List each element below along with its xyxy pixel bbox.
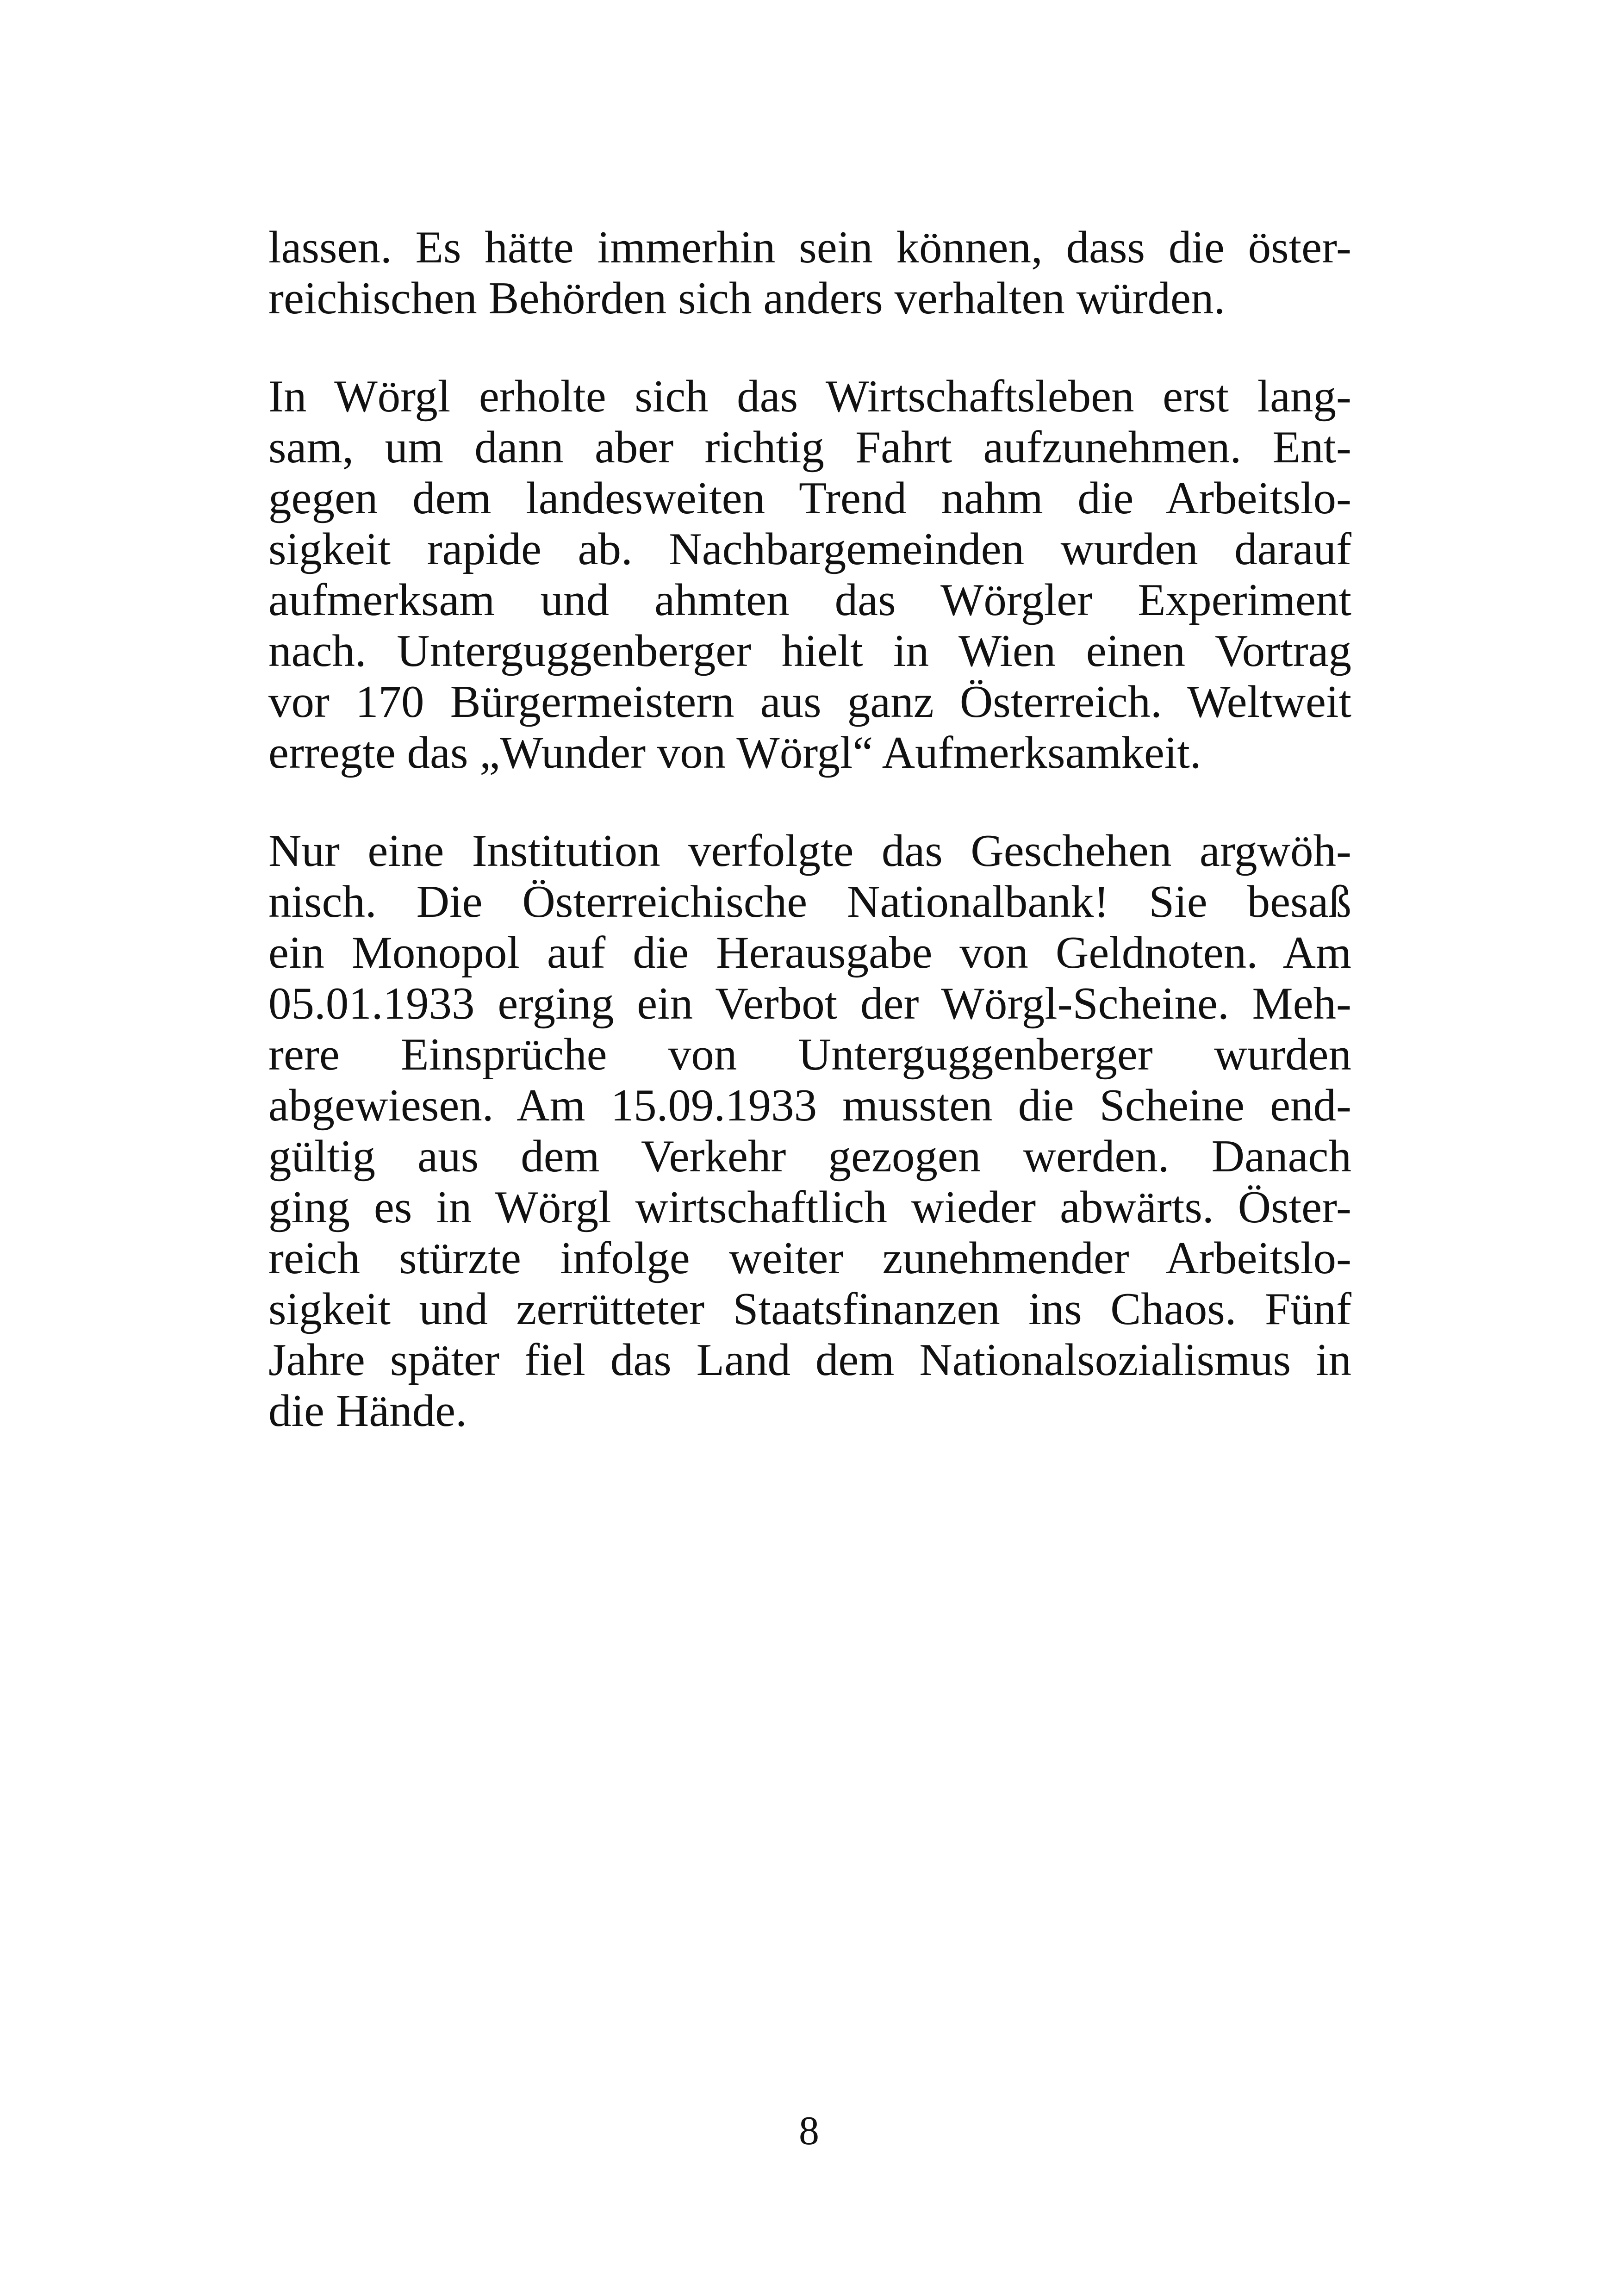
text-line: reich stürzte infolge weiter zunehmender Arbeitslo- (268, 1233, 1351, 1283)
text-line: sigkeit und zerrütteter Staatsfinanzen ins Chaos. Fünf (268, 1284, 1351, 1334)
text-line: nisch. Die Österreichische Nationalbank! Sie besaß (268, 877, 1351, 927)
text-line: rere Einsprüche von Unterguggenberger wurden (268, 1029, 1351, 1080)
paragraph-1 (268, 222, 1351, 324)
text-line: lassen. Es hätte immerhin sein können, dass die öster- (268, 222, 1351, 273)
text-line: vor 170 Bürgermeistern aus ganz Österreich. Weltweit (268, 677, 1351, 727)
text-line: ging es in Wörgl wirtschaftlich wieder abwärts. Öster- (268, 1182, 1351, 1232)
paragraph-3 (268, 826, 1351, 1437)
text-line: Nur eine Institution verfolgte das Geschehen argwöh- (268, 826, 1351, 876)
text-line: erregte das „Wunder von Wörgl“ Aufmerksamkeit. (268, 728, 1201, 778)
text-line: 05.01.1933 erging ein Verbot der Wörgl-Scheine. Meh- (268, 978, 1351, 1029)
page-number: 8 (799, 2109, 819, 2153)
body-text (268, 222, 1351, 1437)
text-line: gegen dem landesweiten Trend nahm die Arbeitslo- (268, 473, 1351, 523)
text-line: sigkeit rapide ab. Nachbargemeinden wurden darauf (268, 524, 1351, 574)
text-line: aufmerksam und ahmten das Wörgler Experiment (268, 575, 1351, 625)
text-line: ein Monopol auf die Herausgabe von Geldnoten. Am (268, 927, 1351, 978)
text-line: die Hände. (268, 1386, 467, 1436)
text-line: reichischen Behörden sich anders verhalten würden. (268, 273, 1226, 324)
text-line: In Wörgl erholte sich das Wirtschaftsleben erst lang- (268, 371, 1351, 422)
text-line: Jahre später fiel das Land dem Nationalsozialismus in (268, 1335, 1351, 1385)
text-line: nach. Unterguggenberger hielt in Wien einen Vortrag (268, 626, 1351, 676)
paragraph-2 (268, 371, 1351, 778)
text-line: abgewiesen. Am 15.09.1933 mussten die Scheine end- (268, 1080, 1351, 1131)
text-line: sam, um dann aber richtig Fahrt aufzunehmen. Ent- (268, 422, 1351, 473)
text-line: gültig aus dem Verkehr gezogen werden. Danach (268, 1131, 1351, 1182)
